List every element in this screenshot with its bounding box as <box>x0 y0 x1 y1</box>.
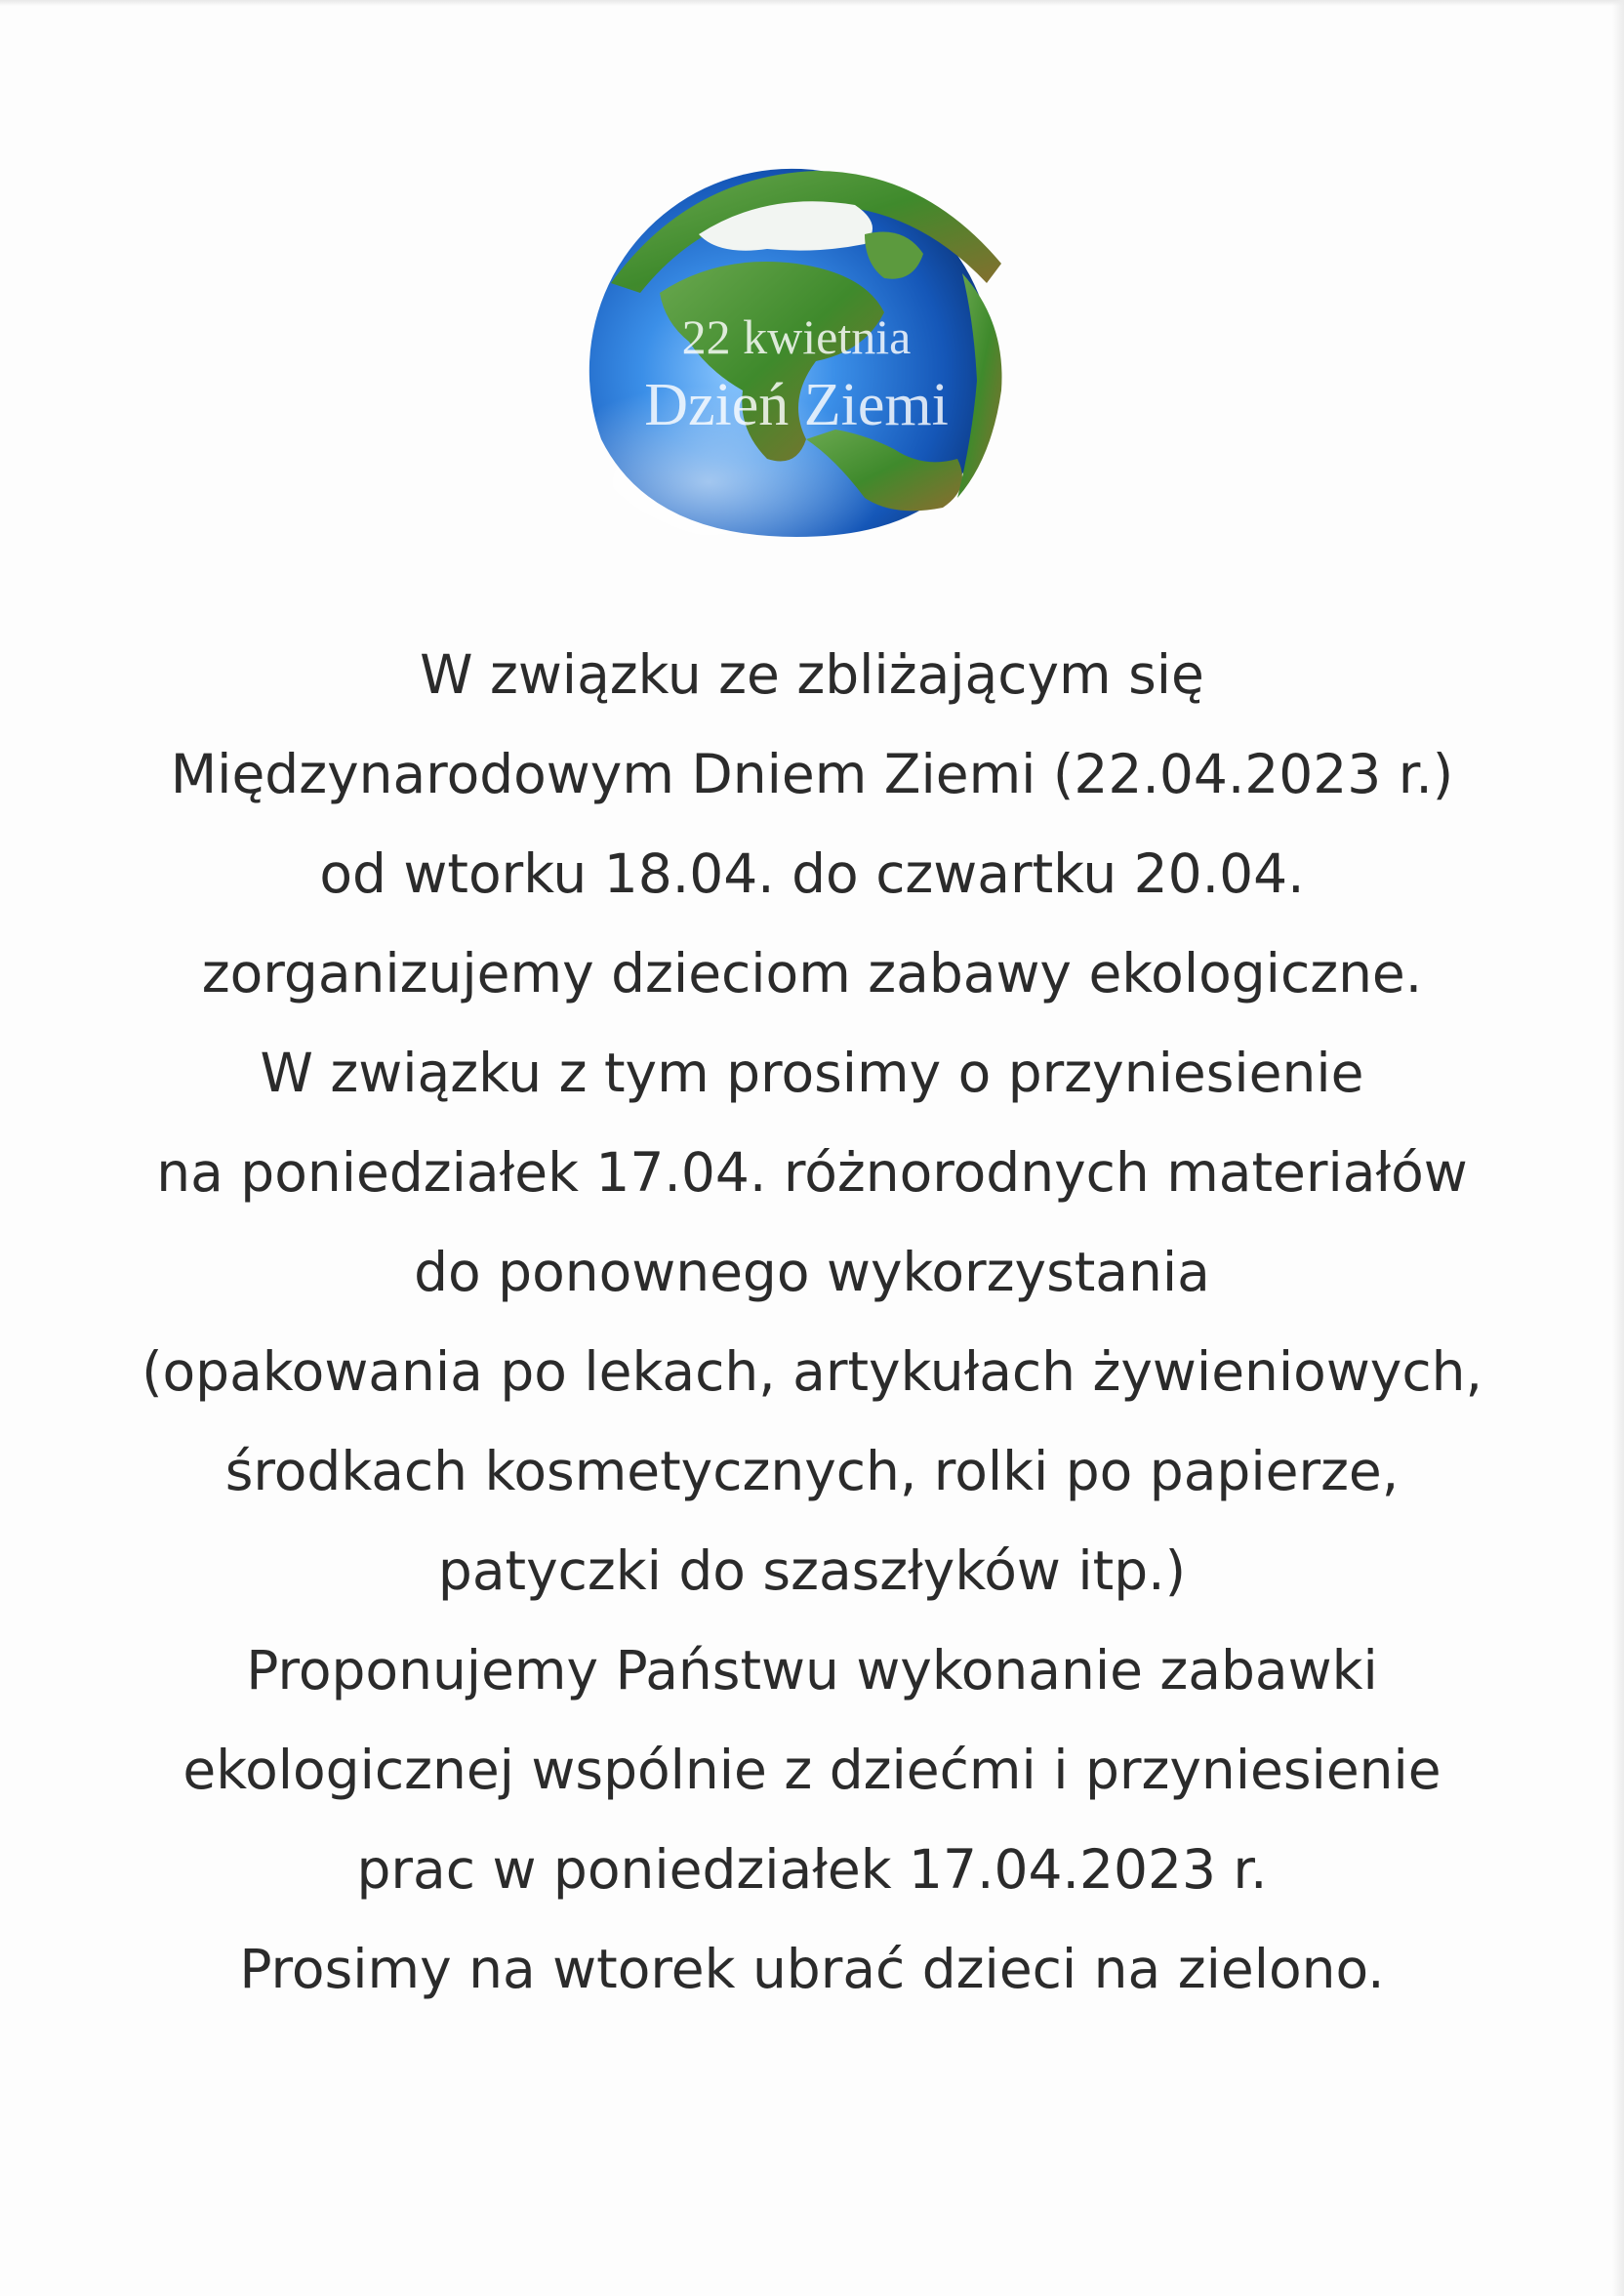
emblem-date-text: 22 kwietnia <box>681 309 912 364</box>
notice-line: W związku ze zbliżającym się <box>420 643 1204 706</box>
notice-line: od wtorku 18.04. do czwartku 20.04. <box>319 842 1305 905</box>
notice-line: środkach kosmetycznych, rolki po papierze, <box>224 1440 1400 1502</box>
emblem-title-text: Dzień Ziemi <box>644 372 949 438</box>
notice-line: W związku z tym prosimy o przyniesienie <box>260 1042 1364 1104</box>
globe-icon <box>572 146 1021 547</box>
notice-line: na poniedziałek 17.04. różnorodnych materiałów <box>156 1141 1468 1204</box>
notice-line: do ponownego wykorzystania <box>414 1241 1210 1303</box>
notice-line: Prosimy na wtorek ubrać dzieci na zielono. <box>239 1938 1385 2000</box>
page-edge <box>0 0 1624 6</box>
notice-line: (opakowania po lekach, artykułach żywieniowych, <box>142 1340 1482 1403</box>
earth-day-emblem <box>572 146 1021 547</box>
notice-line: Proponujemy Państwu wykonanie zabawki <box>246 1639 1378 1702</box>
notice-text <box>0 625 1624 2019</box>
notice-line: patyczki do szaszłyków itp.) <box>437 1539 1187 1602</box>
notice-line: Międzynarodowym Dniem Ziemi (22.04.2023 r.) <box>170 743 1454 805</box>
notice-line: zorganizujemy dzieciom zabawy ekologiczne. <box>201 942 1423 1004</box>
notice-line: ekologicznej wspólnie z dziećmi i przyniesienie <box>183 1739 1441 1801</box>
notice-line: prac w poniedziałek 17.04.2023 r. <box>356 1838 1268 1901</box>
